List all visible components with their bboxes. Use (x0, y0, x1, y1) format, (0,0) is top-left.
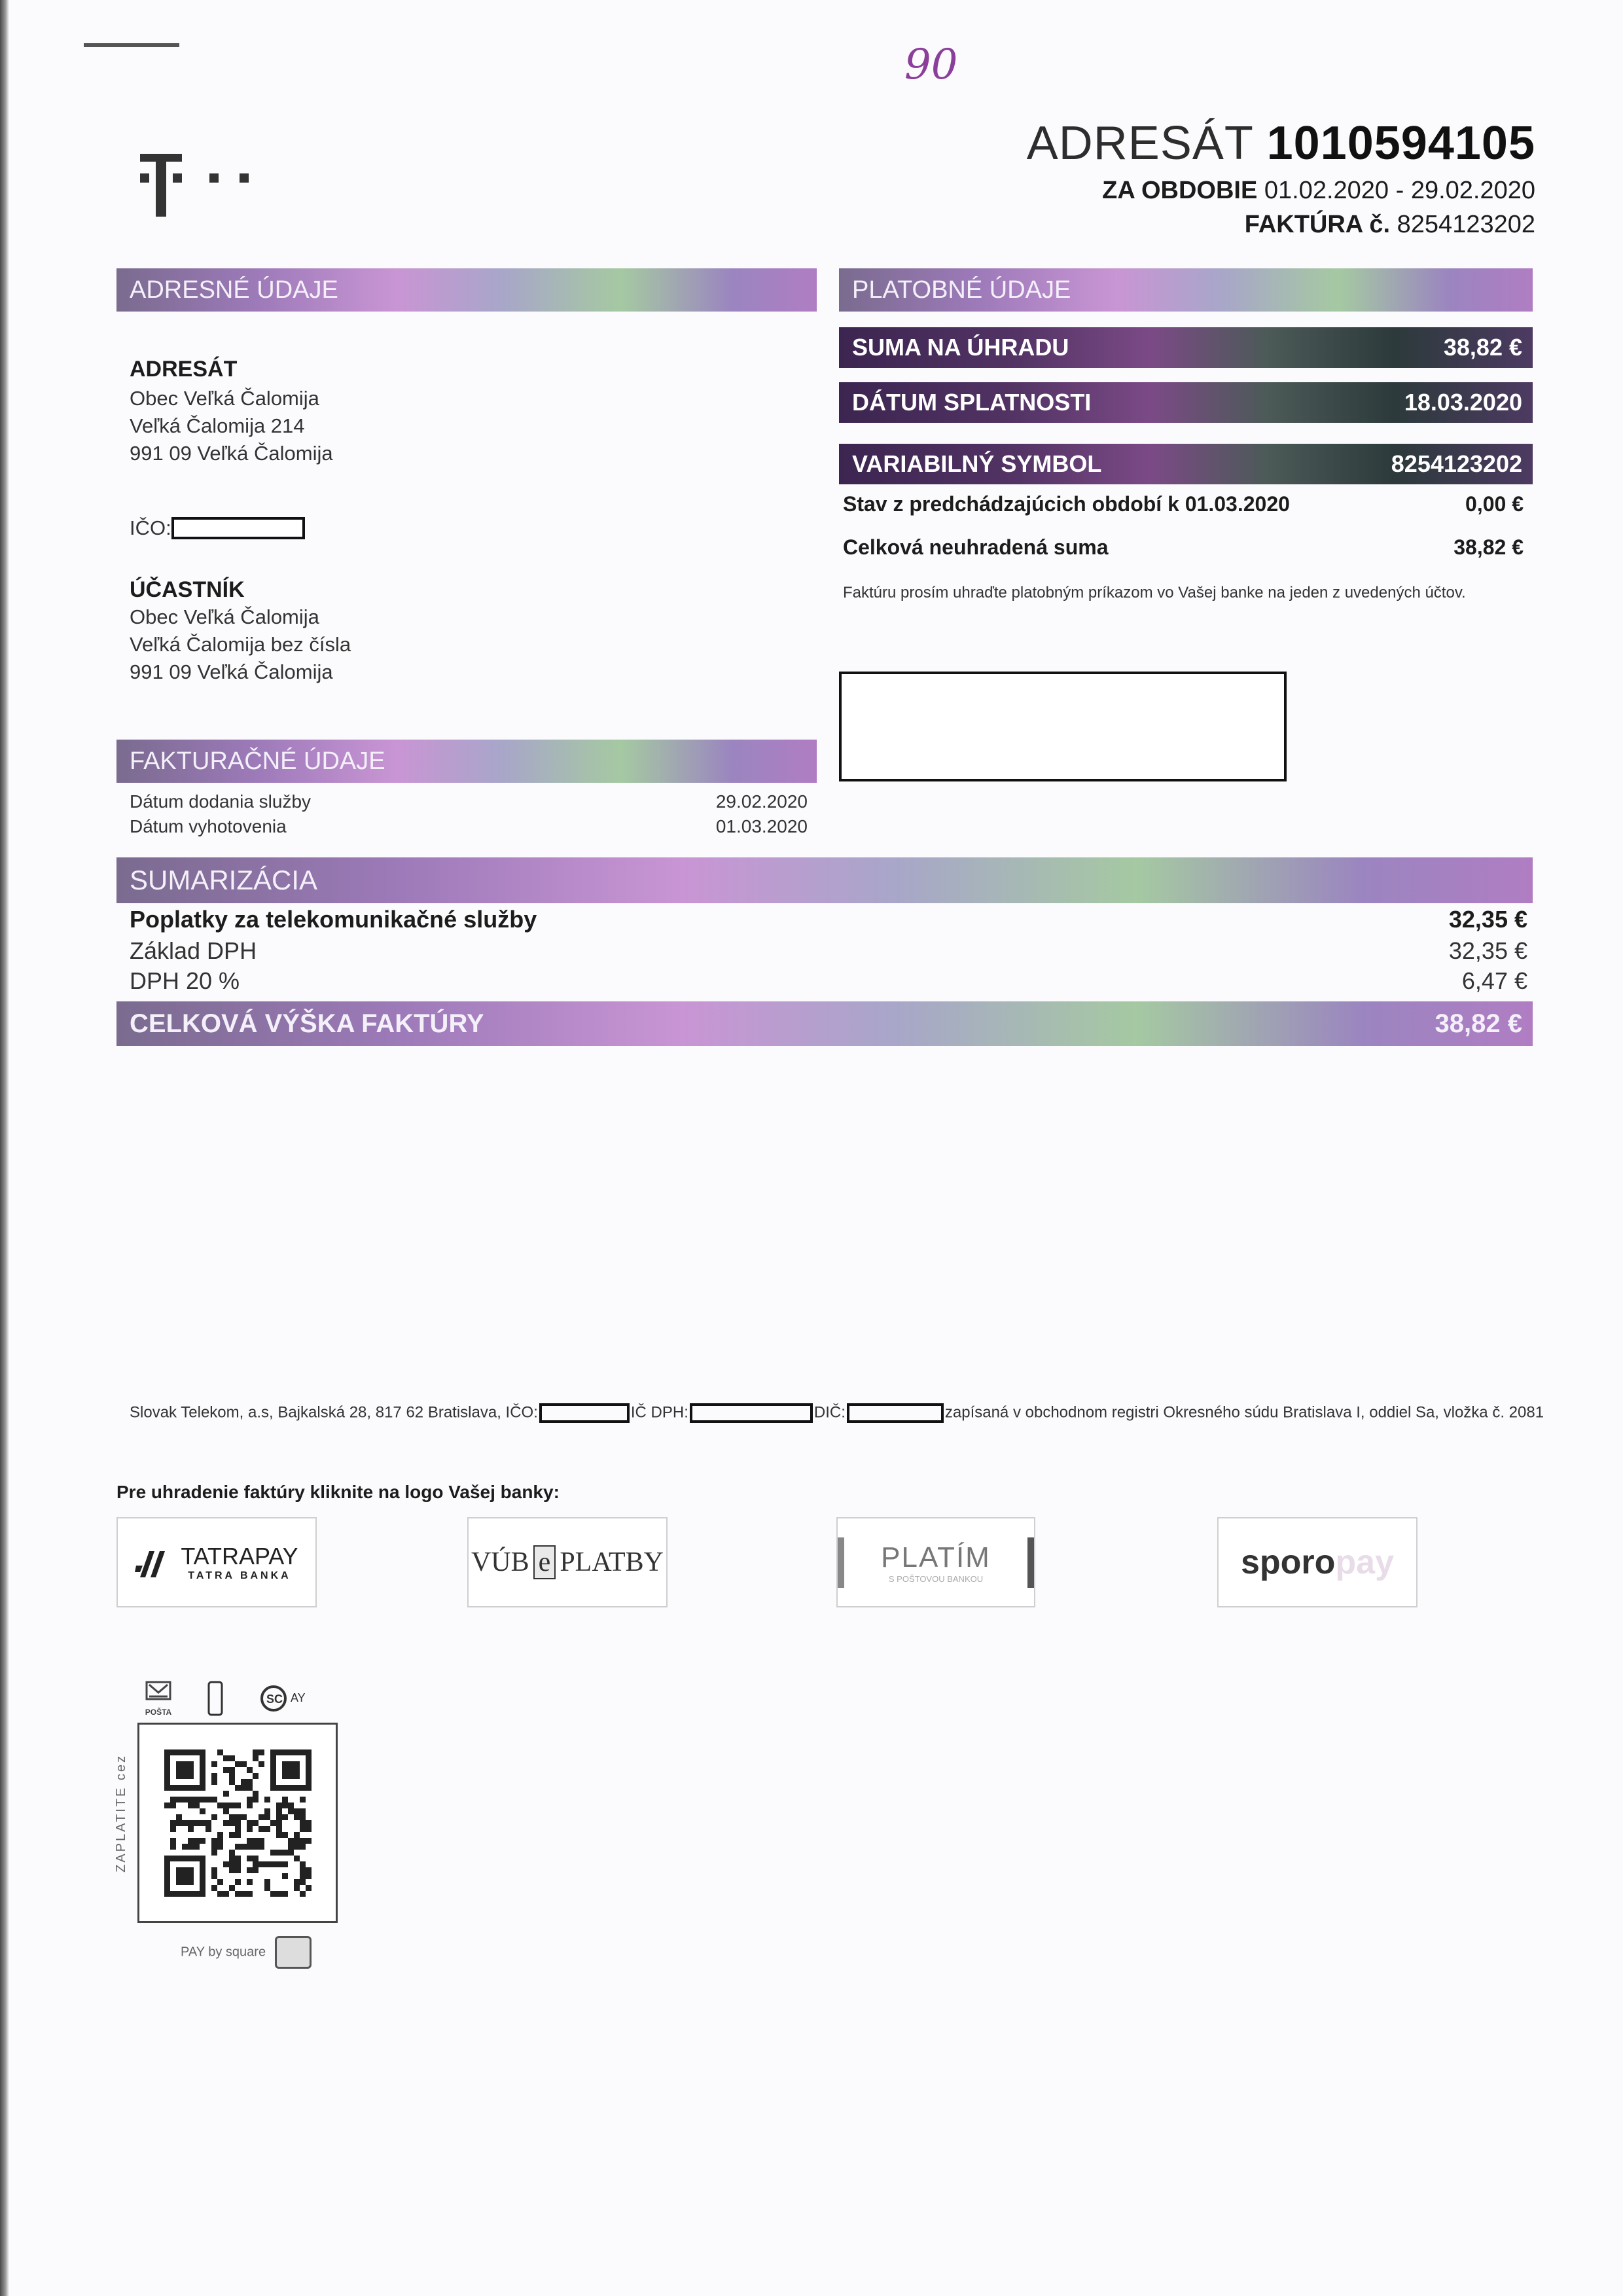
qr-code-icon (139, 1725, 336, 1921)
summary-section-header (116, 857, 1533, 903)
ucastnik-line: Obec Veľká Čalomija (130, 605, 319, 628)
company-footer-part2: IČ DPH: (630, 1403, 688, 1422)
bank-account-redaction (839, 672, 1287, 781)
scan-edge-shadow (0, 0, 9, 2296)
service-fees-value: 32,35 € (1448, 906, 1527, 933)
scpay-label: AY (291, 1691, 306, 1704)
amount-due-bar (839, 327, 1533, 368)
ico-row (130, 514, 305, 542)
payment-note: Faktúru prosím uhraďte platobným príkazom vo Vašej banke na jeden z uvedených účtov. (843, 584, 1466, 601)
platim-sub-label: S POŠTOVOU BANKOU (888, 1573, 984, 1584)
service-fees-label: Poplatky za telekomunikačné služby (130, 906, 537, 933)
vub-platby-label: PLATBY (560, 1547, 664, 1577)
unpaid-total-row (843, 535, 1524, 560)
platim-label: PLATÍM (881, 1541, 991, 1573)
payment-method-icons (144, 1679, 306, 1717)
previous-balance-row (843, 492, 1524, 516)
company-footer (130, 1403, 1544, 1423)
tax-base-value: 32,35 € (1448, 937, 1527, 964)
vub-e-label: e (533, 1545, 556, 1579)
telekom-logo-icon (137, 141, 294, 219)
company-footer-part3: DIČ: (813, 1403, 846, 1422)
sporo-pay-label: pay (1335, 1543, 1395, 1581)
invoice-total-value: 38,82 € (1435, 1009, 1522, 1038)
billing-row-delivery (130, 788, 808, 816)
ico-label: IČO: (130, 516, 171, 539)
tatrapay-logo-icon (135, 1546, 171, 1579)
pay-by-square-label (181, 1936, 312, 1969)
invoice-number-label: FAKTÚRA č. (1244, 211, 1391, 238)
unpaid-total-value: 38,82 € (1454, 535, 1524, 559)
amount-due-label: SUMA NA ÚHRADU (852, 334, 1069, 361)
billing-section-title: FAKTURAČNÉ ÚDAJE (130, 747, 385, 775)
due-date-value: 18.03.2020 (1404, 389, 1522, 416)
period-line (1102, 177, 1535, 205)
service-fees-row (130, 906, 1527, 933)
tatrapay-bank-button[interactable] (116, 1517, 317, 1607)
billing-label: Dátum vyhotovenia (130, 816, 287, 836)
amount-due-value: 38,82 € (1443, 334, 1522, 361)
icdph-footer-redaction (690, 1403, 813, 1423)
adresat-line: Obec Veľká Čalomija (130, 387, 319, 410)
previous-balance-value: 0,00 € (1465, 492, 1524, 516)
adresat-title: ADRESÁT (130, 357, 238, 382)
previous-balance-label: Stav z predchádzajúcich období k 01.03.2020 (843, 492, 1290, 516)
vat-label: DPH 20 % (130, 967, 240, 994)
adresat-address (130, 385, 333, 467)
due-date-bar (839, 382, 1533, 423)
adresat-heading (1027, 117, 1535, 170)
ico-footer-redaction (539, 1403, 630, 1423)
payment-section-title: PLATOBNÉ ÚDAJE (852, 276, 1071, 304)
ucastnik-title: ÚČASTNÍK (130, 577, 245, 602)
invoice-total-label: CELKOVÁ VÝŠKA FAKTÚRY (130, 1009, 484, 1038)
top-rule (84, 43, 179, 47)
invoice-total-bar (116, 1001, 1533, 1046)
svg-text:SC: SC (266, 1692, 283, 1706)
dic-footer-redaction (847, 1403, 944, 1423)
posta-icon (144, 1679, 173, 1717)
variable-symbol-label: VARIABILNÝ SYMBOL (852, 450, 1102, 477)
scpay-icon (258, 1684, 306, 1713)
billing-value: 01.03.2020 (715, 816, 808, 836)
payment-section-header (839, 268, 1533, 312)
billing-row-issue (130, 813, 808, 840)
platim-bank-button[interactable] (836, 1517, 1035, 1607)
vub-eplatby-bank-button[interactable] (467, 1517, 668, 1607)
ucastnik-line: Veľká Čalomija bez čísla (130, 633, 351, 656)
telekom-logo (137, 141, 294, 219)
ucastnik-line: 991 09 Veľká Čalomija (130, 660, 333, 683)
variable-symbol-bar (839, 444, 1533, 484)
handwritten-note: 90 (904, 41, 958, 89)
billing-label: Dátum dodania služby (130, 791, 312, 812)
vat-row (130, 967, 1527, 995)
sporopay-bank-button[interactable] (1217, 1517, 1418, 1607)
posta-label: POŠTA (145, 1708, 172, 1717)
company-footer-part4: zapísaná v obchodnom registri Okresného súdu Bratislava I, oddiel Sa, vložka č. 2081 (944, 1403, 1544, 1422)
tatrapay-label: TATRAPAY (181, 1543, 298, 1570)
adresat-line: Veľká Čalomija 214 (130, 414, 305, 437)
bank-payment-title: Pre uhradenie faktúry kliknite na logo Vašej banky: (116, 1482, 560, 1502)
adresat-line: 991 09 Veľká Čalomija (130, 442, 333, 465)
billing-section-header (116, 740, 817, 783)
payment-qr-code[interactable] (137, 1723, 338, 1923)
variable-symbol-value: 8254123202 (1391, 450, 1522, 477)
pay-by-square-text: PAY by square (181, 1945, 266, 1960)
address-section-title: ADRESNÉ ÚDAJE (130, 276, 338, 304)
adresat-heading-label: ADRESÁT (1026, 117, 1253, 170)
mobile-phone-icon (207, 1680, 224, 1717)
adresat-number: 1010594105 (1266, 117, 1535, 170)
billing-value: 29.02.2020 (715, 791, 808, 812)
vub-label: VÚB (471, 1547, 529, 1577)
sporo-label: sporo (1240, 1543, 1336, 1581)
tax-base-row (130, 937, 1527, 965)
ico-redaction (171, 517, 305, 539)
tatra-banka-label: TATRA BANKA (188, 1570, 291, 1581)
due-date-label: DÁTUM SPLATNOSTI (852, 389, 1092, 416)
summary-section-title: SUMARIZÁCIA (130, 865, 318, 895)
pay-by-square-icon (275, 1936, 312, 1969)
qr-side-label: ZAPLATITE cez (114, 1754, 128, 1873)
invoice-number-value: 8254123202 (1397, 211, 1535, 238)
unpaid-total-label: Celková neuhradená suma (843, 535, 1109, 559)
period-value: 01.02.2020 - 29.02.2020 (1264, 177, 1535, 204)
tax-base-label: Základ DPH (130, 937, 257, 964)
period-label: ZA OBDOBIE (1102, 177, 1258, 204)
vat-value: 6,47 € (1461, 967, 1527, 994)
ucastnik-address (130, 603, 351, 686)
invoice-number-line (1245, 211, 1535, 239)
company-footer-part1: Slovak Telekom, a.s, Bajkalská 28, 817 62 Bratislava, IČO: (130, 1403, 538, 1422)
address-section-header (116, 268, 817, 312)
